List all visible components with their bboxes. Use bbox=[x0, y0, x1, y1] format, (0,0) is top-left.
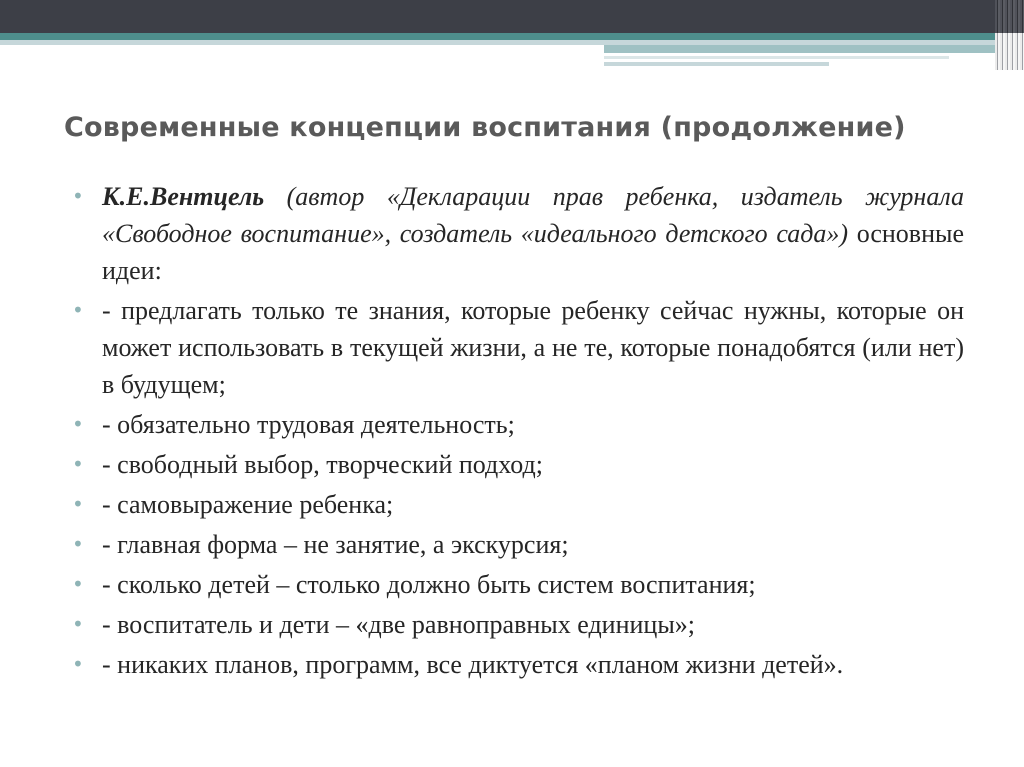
list-item bbox=[72, 526, 964, 563]
item-text: - главная форма – не занятие, а экскурсия; bbox=[102, 530, 569, 559]
author-note: (автор «Декларации прав ребенка, издатель журнала «Свободное воспитание», создатель «идеального детского сада») bbox=[102, 182, 964, 248]
header-stripes-dark bbox=[995, 0, 1024, 33]
author-name: К.Е.Вентцель bbox=[102, 182, 265, 211]
slide-title: Современные концепции воспитания (продолжение) bbox=[64, 112, 906, 143]
item-text: - сколько детей – столько должно быть систем воспитания; bbox=[102, 570, 756, 599]
list-item bbox=[72, 178, 964, 289]
bullet-list bbox=[72, 178, 964, 686]
bullet-icon: • bbox=[72, 184, 84, 208]
header-band-accent bbox=[604, 45, 995, 53]
bullet-icon: • bbox=[72, 612, 84, 636]
header-band-accent-thin bbox=[604, 56, 949, 59]
item-text: - воспитатель и дети – «две равноправных единицы»; bbox=[102, 610, 696, 639]
intro-tail: основные идеи: bbox=[102, 219, 964, 285]
list-item bbox=[72, 606, 964, 643]
bullet-icon: • bbox=[72, 298, 84, 322]
header-band-teal bbox=[0, 33, 995, 40]
list-item bbox=[72, 566, 964, 603]
item-text: - никаких планов, программ, все диктуется «планом жизни детей». bbox=[102, 650, 844, 679]
bullet-icon: • bbox=[72, 572, 84, 596]
list-item bbox=[72, 446, 964, 483]
header-band-accent-short bbox=[604, 62, 829, 66]
bullet-icon: • bbox=[72, 452, 84, 476]
list-item bbox=[72, 646, 964, 683]
bullet-icon: • bbox=[72, 532, 84, 556]
list-item bbox=[72, 406, 964, 443]
list-item bbox=[72, 292, 964, 403]
bullet-icon: • bbox=[72, 652, 84, 676]
bullet-icon: • bbox=[72, 492, 84, 516]
item-text: - самовыражение ребенка; bbox=[102, 490, 394, 519]
item-text: - предлагать только те знания, которые ребенку сейчас нужны, которые он может использовать в текущей жизни, а не те, которые понадобятся (или нет) в будущем; bbox=[102, 296, 964, 399]
item-text: - свободный выбор, творческий подход; bbox=[102, 450, 543, 479]
bullet-icon: • bbox=[72, 412, 84, 436]
item-text: - обязательно трудовая деятельность; bbox=[102, 410, 515, 439]
list-item bbox=[72, 486, 964, 523]
header-band-dark bbox=[0, 0, 995, 33]
